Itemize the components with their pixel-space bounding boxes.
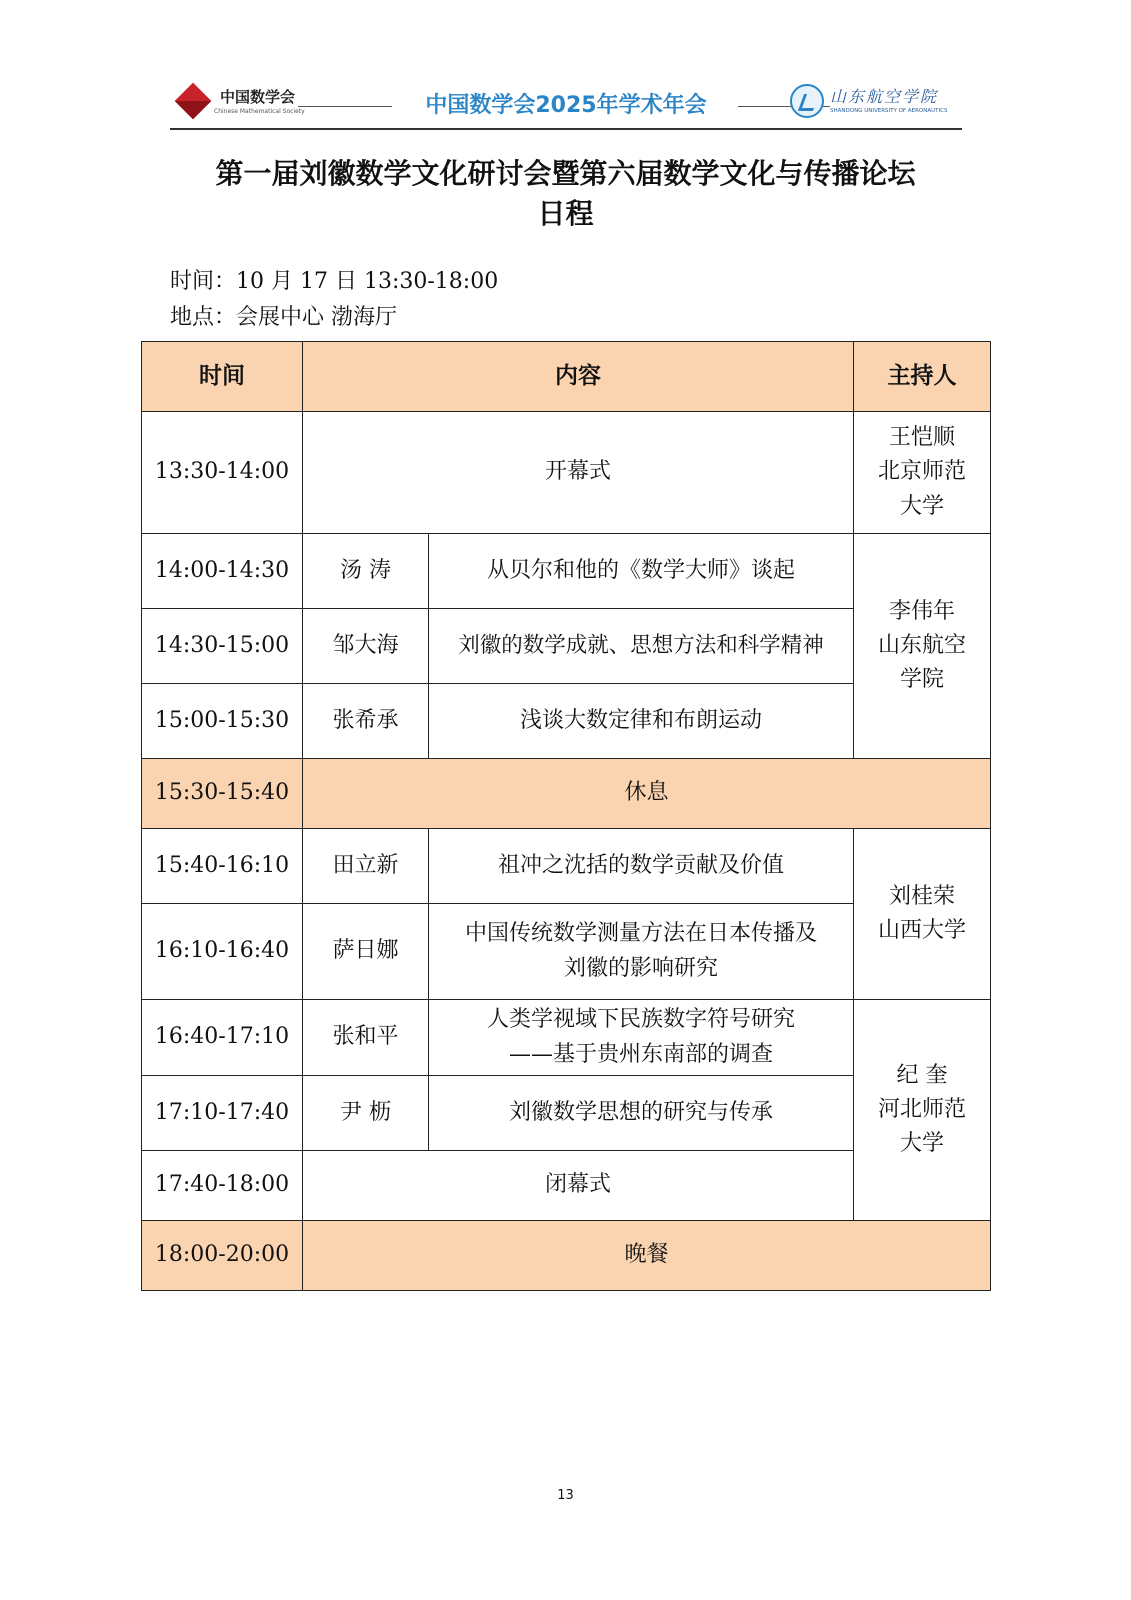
host-name: 纪 奎 bbox=[896, 1062, 948, 1088]
host-cell bbox=[854, 829, 991, 1000]
host-name: 李伟年 bbox=[888, 598, 955, 624]
row-content: 闭幕式 bbox=[303, 1151, 854, 1221]
host-affiliation: 北京师范 bbox=[877, 459, 966, 485]
row-speaker: 尹 枥 bbox=[303, 1076, 429, 1151]
event-place: 地点：会展中心 渤海厅 bbox=[170, 305, 397, 330]
row-time: 15:40-16:10 bbox=[142, 829, 303, 904]
table-row bbox=[142, 759, 991, 829]
row-topic-line: 中国传统数学测量方法在日本传播及 bbox=[464, 921, 817, 947]
table-header-row bbox=[142, 342, 991, 412]
row-time: 14:00-14:30 bbox=[142, 534, 303, 609]
row-speaker: 汤 涛 bbox=[303, 534, 429, 609]
row-speaker: 邹大海 bbox=[303, 609, 429, 684]
host-affiliation: 山东航空 bbox=[877, 632, 966, 658]
row-time: 15:00-15:30 bbox=[142, 684, 303, 759]
table-row bbox=[142, 1221, 991, 1291]
sdua-logo-name: 山东航空学院 bbox=[830, 87, 939, 106]
host-affiliation: 河北师范 bbox=[877, 1096, 966, 1122]
row-time: 17:40-18:00 bbox=[142, 1151, 303, 1221]
row-topic-line: ——基于贵州东南部的调查 bbox=[508, 1041, 773, 1067]
sdua-emblem-icon bbox=[790, 84, 824, 118]
host-name: 刘桂荣 bbox=[888, 883, 955, 909]
row-time: 17:10-17:40 bbox=[142, 1076, 303, 1151]
row-time: 15:30-15:40 bbox=[142, 759, 303, 829]
row-content: 开幕式 bbox=[303, 412, 854, 534]
row-time: 13:30-14:00 bbox=[142, 412, 303, 534]
host-affiliation: 学院 bbox=[899, 667, 944, 693]
table-row bbox=[142, 412, 991, 534]
host-name: 王恺顺 bbox=[888, 425, 955, 451]
document-subtitle: 日程 bbox=[537, 197, 594, 230]
row-speaker: 张和平 bbox=[303, 1000, 429, 1076]
table-row bbox=[142, 534, 991, 609]
row-content: 晚餐 bbox=[303, 1221, 991, 1291]
row-topic-line: 刘徽的影响研究 bbox=[563, 955, 718, 981]
row-speaker: 张希承 bbox=[303, 684, 429, 759]
host-cell bbox=[854, 412, 991, 534]
row-topic bbox=[429, 904, 854, 1000]
schedule-table bbox=[141, 341, 991, 1291]
row-content: 休息 bbox=[303, 759, 991, 829]
host-affiliation: 大学 bbox=[899, 1131, 944, 1157]
document-title: 第一届刘徽数学文化研讨会暨第六届数学文化与传播论坛 bbox=[215, 157, 916, 190]
header-host: 主持人 bbox=[854, 342, 991, 412]
row-topic: 祖冲之沈括的数学贡献及价值 bbox=[429, 829, 854, 904]
row-speaker: 萨日娜 bbox=[303, 904, 429, 1000]
row-topic: 从贝尔和他的《数学大师》谈起 bbox=[429, 534, 854, 609]
host-cell bbox=[854, 1000, 991, 1221]
row-topic: 刘徽的数学成就、思想方法和科学精神 bbox=[429, 609, 854, 684]
header-rule bbox=[170, 128, 962, 130]
row-topic: 刘徽数学思想的研究与传承 bbox=[429, 1076, 854, 1151]
sdua-logo bbox=[790, 82, 962, 124]
header-content: 内容 bbox=[303, 342, 854, 412]
row-speaker: 田立新 bbox=[303, 829, 429, 904]
cms-logo-en: Chinese Mathematical Society bbox=[214, 108, 305, 115]
host-affiliation: 大学 bbox=[899, 493, 944, 519]
row-time: 18:00-20:00 bbox=[142, 1221, 303, 1291]
row-topic: 浅谈大数定律和布朗运动 bbox=[429, 684, 854, 759]
row-time: 16:40-17:10 bbox=[142, 1000, 303, 1076]
row-time: 14:30-15:00 bbox=[142, 609, 303, 684]
table-row bbox=[142, 829, 991, 904]
page-number: 13 bbox=[557, 1488, 574, 1503]
row-time: 16:10-16:40 bbox=[142, 904, 303, 1000]
sdua-logo-en: SHANDONG UNIVERSITY OF AERONAUTICS bbox=[830, 108, 948, 114]
header-time: 时间 bbox=[142, 342, 303, 412]
header-title: 中国数学会2025年学术年会 bbox=[425, 93, 707, 118]
page-header bbox=[170, 82, 962, 130]
row-topic-line: 人类学视域下民族数字符号研究 bbox=[486, 1007, 795, 1033]
row-topic bbox=[429, 1000, 854, 1076]
event-time: 时间：10 月 17 日 13:30-18:00 bbox=[170, 269, 499, 294]
host-cell bbox=[854, 534, 991, 759]
cms-logo-name: 中国数学会 bbox=[220, 88, 296, 106]
table-row bbox=[142, 1000, 991, 1076]
host-affiliation: 山西大学 bbox=[877, 918, 966, 943]
